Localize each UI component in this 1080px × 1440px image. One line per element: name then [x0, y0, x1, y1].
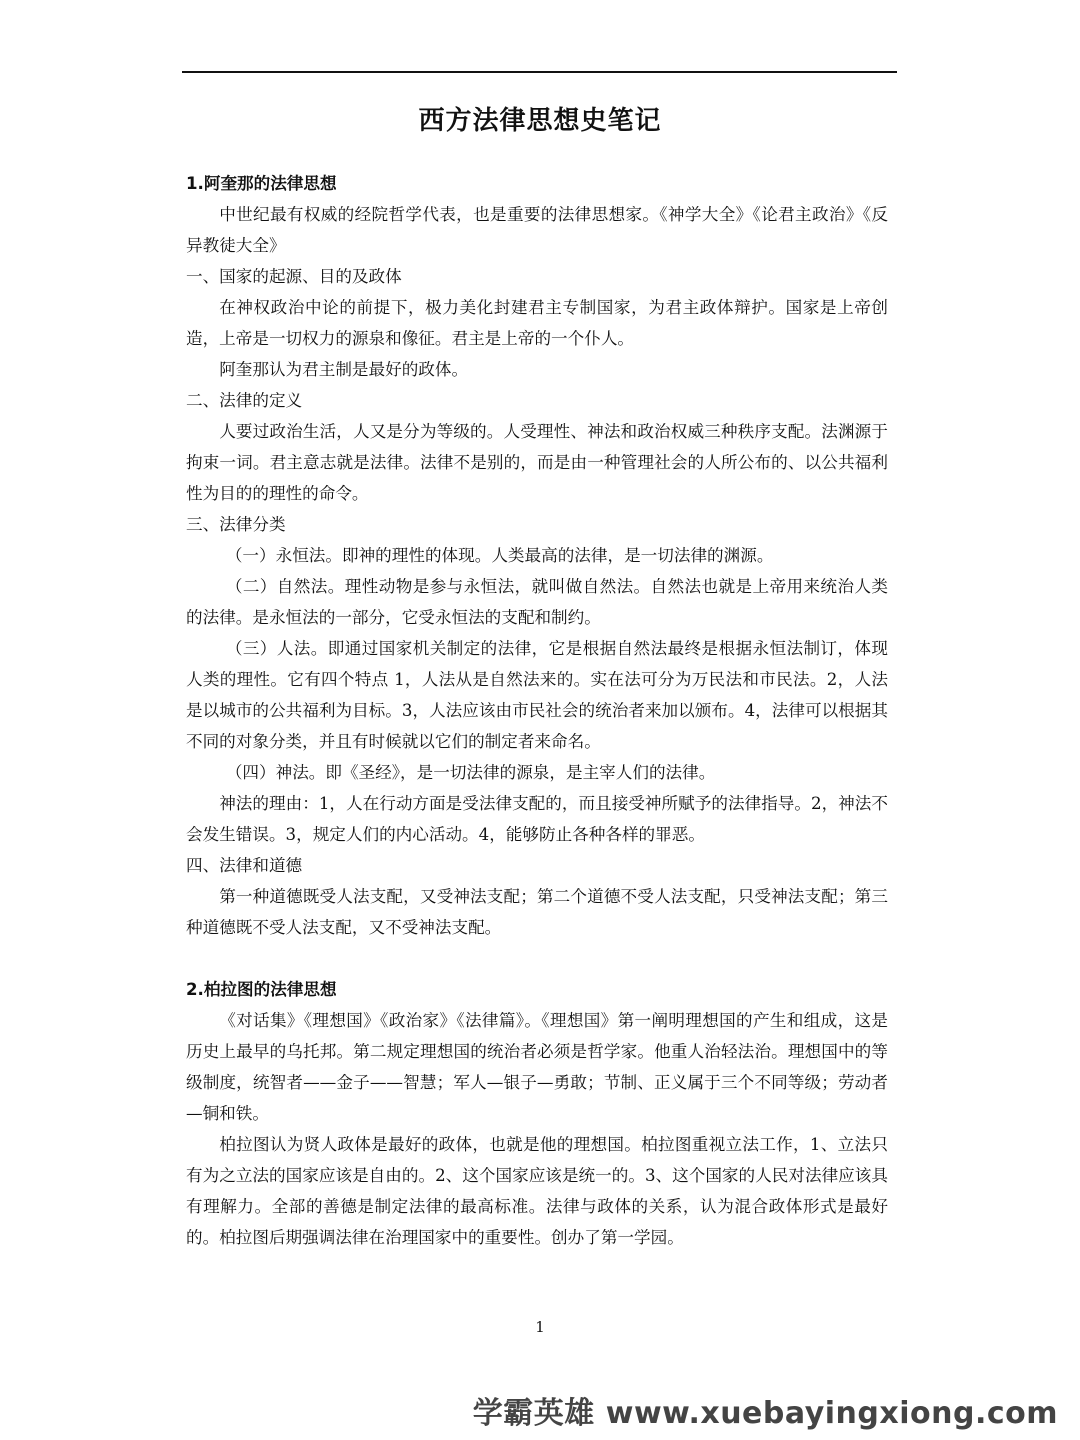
paragraph: 神法的理由：1，人在行动方面是受法律支配的，而且接受神所赋予的法律指导。2，神法不会发生错误。3，规定人们的内心活动。4，能够防止各种各样的罪恶。	[186, 794, 888, 844]
paragraph: 阿奎那认为君主制是最好的政体。	[219, 360, 469, 379]
subheading: 三、法律分类	[186, 515, 286, 534]
page-number: 1	[535, 1318, 545, 1336]
paragraph: （二）自然法。理性动物是参与永恒法，就叫做自然法。自然法也就是上帝用来统治人类的法律。是永恒法的一部分，它受永恒法的支配和制约。	[186, 577, 888, 627]
header-rule	[182, 71, 897, 73]
paragraph: 中世纪最有权威的经院哲学代表，也是重要的法律思想家。《神学大全》《论君主政治》《反异教徒大全》	[186, 205, 888, 255]
document-body	[186, 168, 888, 1253]
paragraph: 人要过政治生活，人又是分为等级的。人受理性、神法和政治权威三种秩序支配。法渊源于拘束一词。君主意志就是法律。法律不是别的，而是由一种管理社会的人所公布的、以公共福利性为目的的理性的命令。	[186, 422, 888, 503]
paragraph: （一）永恒法。即神的理性的体现。人类最高的法律，是一切法律的渊源。	[225, 546, 774, 565]
subheading: 四、法律和道德	[186, 856, 303, 875]
paragraph: 柏拉图认为贤人政体是最好的政体，也就是他的理想国。柏拉图重视立法工作，1、立法只有为之立法的国家应该是自由的。2、这个国家应该是统一的。3、这个国家的人民对法律应该具有理解力。全部的善德是制定法律的最高标准。法律与政体的关系，认为混合政体形式是最好的。柏拉图后期强调法律在治理国家中的重要性。创办了第一学园。	[186, 1135, 888, 1247]
subheading: 二、法律的定义	[186, 391, 303, 410]
paragraph: 在神权政治中论的前提下，极力美化封建君主专制国家，为君主政体辩护。国家是上帝创造，上帝是一切权力的源泉和像征。君主是上帝的一个仆人。	[186, 298, 888, 348]
section-gap	[186, 943, 888, 974]
section-heading: 1.阿奎那的法律思想	[186, 174, 337, 193]
subheading: 一、国家的起源、目的及政体	[186, 267, 402, 286]
watermark: 学霸英雄 www.xuebayingxiong.com	[472, 1396, 1058, 1431]
paragraph: （三）人法。即通过国家机关制定的法律，它是根据自然法最终是根据永恒法制订，体现人类的理性。它有四个特点 1，人法从是自然法来的。实在法可分为万民法和市民法。2，人法是以城市的公共福利为目标。3，人法应该由市民社会的统治者来加以颁布。4，法律可以根据其不同的对象分类，并且有时候就以它们的制定者来命名。	[186, 639, 888, 751]
section-heading: 2.柏拉图的法律思想	[186, 980, 337, 999]
paragraph: 第一种道德既受人法支配，又受神法支配；第二个道德不受人法支配，只受神法支配；第三种道德既不受人法支配，又不受神法支配。	[186, 887, 888, 937]
page-title: 西方法律思想史笔记	[418, 106, 662, 136]
paragraph: 《对话集》《理想国》《政治家》《法律篇》。《理想国》第一阐明理想国的产生和组成，这是历史上最早的乌托邦。第二规定理想国的统治者必须是哲学家。他重人治轻法治。理想国中的等级制度，统智者——金子——智慧；军人—银子—勇敢；节制、正义属于三个不同等级；劳动者—铜和铁。	[186, 1011, 888, 1123]
paragraph: （四）神法。即《圣经》，是一切法律的源泉，是主宰人们的法律。	[225, 763, 716, 782]
